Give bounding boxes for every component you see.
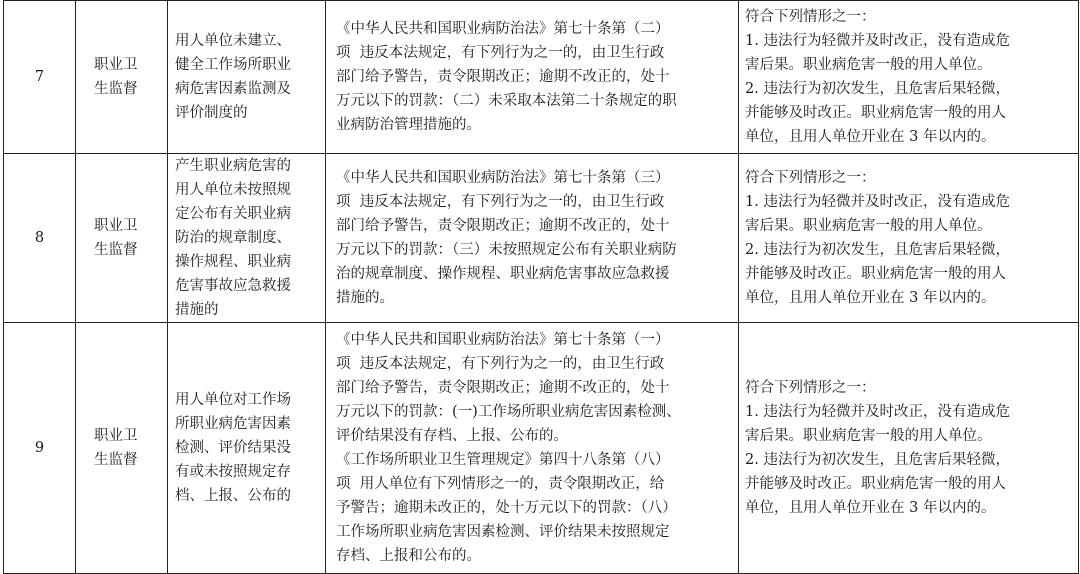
legal-basis-cell: 《中华人民共和国职业病防治法》第七十条第（二） 项 违反本法规定，有下列行为之一的，由卫生行政 部门给予警告，责令限期改正；逾期不改正的，处十 万元以下的罚款：（二）未采取本法第二十条规定的职 业病防治管理措施的。 xyxy=(326,1,739,154)
table-row xyxy=(4,154,1079,323)
violation-behavior-cell: 用人单位对工作场 所职业病危害因素 检测、评价结果没 有或未按照规定存 档、上报、公布的 xyxy=(168,323,326,574)
row-number: 9 xyxy=(4,323,76,574)
exemption-conditions-cell: 符合下列情形之一： 1. 违法行为轻微并及时改正，没有造成危 害后果。职业病危害一般的用人单位。 2. 违法行为初次发生，且危害后果轻微， 并能够及时改正。职业病危害一般的用人 单位，且用人单位开业在 3 年以内的。 xyxy=(739,323,1079,574)
category-cell: 职业卫 生监督 xyxy=(76,154,168,323)
violation-behavior-cell: 产生职业病危害的 用人单位未按照规 定公布有关职业病 防治的规章制度、 操作规程、职业病 危害事故应急救援 措施的 xyxy=(168,154,326,323)
row-number: 8 xyxy=(4,154,76,323)
violation-behavior-cell: 用人单位未建立、 健全工作场所职业 病危害因素监测及 评价制度的 xyxy=(168,1,326,154)
category-cell: 职业卫 生监督 xyxy=(76,1,168,154)
exemption-conditions-cell: 符合下列情形之一： 1. 违法行为轻微并及时改正，没有造成危 害后果。职业病危害一般的用人单位。 2. 违法行为初次发生，且危害后果轻微， 并能够及时改正。职业病危害一般的用人 单位，且用人单位开业在 3 年以内的。 xyxy=(739,154,1079,323)
table-row xyxy=(4,323,1079,574)
table-row xyxy=(4,1,1079,154)
regulation-table xyxy=(3,0,1079,574)
row-number: 7 xyxy=(4,1,76,154)
exemption-conditions-cell: 符合下列情形之一： 1. 违法行为轻微并及时改正，没有造成危 害后果。职业病危害一般的用人单位。 2. 违法行为初次发生，且危害后果轻微， 并能够及时改正。职业病危害一般的用人 单位，且用人单位开业在 3 年以内的。 xyxy=(739,1,1079,154)
category-cell: 职业卫 生监督 xyxy=(76,323,168,574)
legal-basis-cell: 《中华人民共和国职业病防治法》第七十条第（一） 项 违反本法规定，有下列行为之一的，由卫生行政 部门给予警告，责令限期改正；逾期不改正的，处十 万元以下的罚款：(一)工作场所职业病危害因素检测、 评价结果没有存档、上报、公布的。 《工作场所职业卫生管理规定》第四十八条第（八） 项 用人单位有下列情形之一的，责令限期改正，给 予警告；逾期未改正的，处十万元以下的罚款：（八） 工作场所职业病危害因素检测、评价结果未按照规定 存档、上报和公布的。 xyxy=(326,323,739,574)
legal-basis-cell: 《中华人民共和国职业病防治法》第七十条第（三） 项 违反本法规定，有下列行为之一的，由卫生行政 部门给予警告，责令限期改正；逾期不改正的，处十 万元以下的罚款：（三）未按照规定公布有关职业病防 治的规章制度、操作规程、职业病危害事故应急救援 措施的。 xyxy=(326,154,739,323)
